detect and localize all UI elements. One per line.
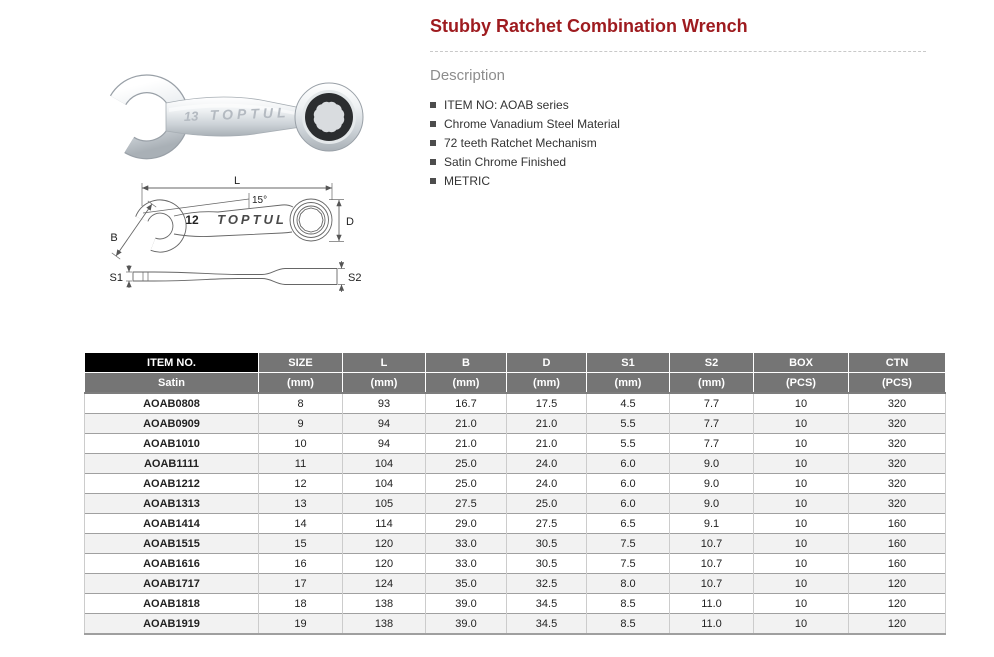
- table-cell: 124: [343, 574, 426, 594]
- table-cell: 320: [849, 494, 946, 514]
- table-cell: 9.1: [670, 514, 754, 534]
- diagram-open-end: [139, 200, 185, 249]
- table-row: [85, 494, 946, 514]
- table-cell: 25.0: [426, 474, 507, 494]
- table-cell: 24.0: [507, 474, 587, 494]
- item-no-cell: AOAB1818: [85, 594, 259, 614]
- table-cell: 104: [343, 474, 426, 494]
- product-media: [0, 0, 420, 330]
- ratchet-head: [295, 83, 363, 151]
- table-cell: 9.0: [670, 494, 754, 514]
- table-cell: 105: [343, 494, 426, 514]
- item-no-cell: AOAB1515: [85, 534, 259, 554]
- table-row: [85, 474, 946, 494]
- label-B: B: [110, 232, 118, 244]
- unit-header: (mm): [670, 373, 754, 394]
- table-cell: 120: [849, 594, 946, 614]
- item-no-cell: AOAB1212: [85, 474, 259, 494]
- unit-header: (mm): [507, 373, 587, 394]
- table-cell: 94: [343, 414, 426, 434]
- table-cell: 24.0: [507, 454, 587, 474]
- table-cell: 29.0: [426, 514, 507, 534]
- table-cell: 33.0: [426, 534, 507, 554]
- feature-item: [430, 95, 930, 114]
- table-cell: 16.7: [426, 393, 507, 414]
- bullet-square-icon: [430, 159, 436, 165]
- table-cell: 120: [343, 554, 426, 574]
- table-cell: 6.0: [587, 454, 670, 474]
- table-cell: 160: [849, 554, 946, 574]
- bullet-square-icon: [430, 121, 436, 127]
- table-cell: 138: [343, 594, 426, 614]
- table-cell: 17: [259, 574, 343, 594]
- spec-table-header: [85, 353, 946, 394]
- table-cell: 30.5: [507, 534, 587, 554]
- table-cell: 10: [754, 614, 849, 635]
- table-cell: 6.0: [587, 494, 670, 514]
- header-row-names: [85, 353, 946, 373]
- table-cell: 19: [259, 614, 343, 635]
- feature-item: [430, 152, 930, 171]
- table-cell: 160: [849, 514, 946, 534]
- feature-text: METRIC: [444, 173, 490, 188]
- table-cell: 34.5: [507, 614, 587, 635]
- unit-header: (mm): [259, 373, 343, 394]
- item-no-cell: AOAB0808: [85, 393, 259, 414]
- unit-header: (PCS): [849, 373, 946, 394]
- table-cell: 10: [754, 494, 849, 514]
- table-row: [85, 554, 946, 574]
- table-cell: 94: [343, 434, 426, 454]
- bullet-square-icon: [430, 140, 436, 146]
- table-cell: 8.0: [587, 574, 670, 594]
- table-cell: 17.5: [507, 393, 587, 414]
- label-S2: S2: [348, 272, 361, 284]
- table-cell: 7.7: [670, 414, 754, 434]
- table-cell: 15: [259, 534, 343, 554]
- table-cell: 13: [259, 494, 343, 514]
- table-row: [85, 434, 946, 454]
- table-cell: 32.5: [507, 574, 587, 594]
- item-no-cell: AOAB1414: [85, 514, 259, 534]
- bullet-square-icon: [430, 102, 436, 108]
- label-L: L: [233, 175, 241, 187]
- table-cell: 10.7: [670, 534, 754, 554]
- dashed-divider: [430, 51, 926, 52]
- table-cell: 10: [754, 534, 849, 554]
- photo-size-marking: 13: [183, 108, 199, 124]
- label-D: D: [346, 216, 354, 228]
- feature-item: [430, 114, 930, 133]
- table-cell: 7.7: [670, 434, 754, 454]
- item-no-cell: AOAB1919: [85, 614, 259, 635]
- table-cell: 10: [259, 434, 343, 454]
- diagram-size-marking: 12: [185, 213, 199, 227]
- column-header: S1: [587, 353, 670, 373]
- table-cell: 7.5: [587, 554, 670, 574]
- table-cell: 25.0: [507, 494, 587, 514]
- item-no-cell: AOAB1111: [85, 454, 259, 474]
- unit-header: (mm): [426, 373, 507, 394]
- product-photo-image: [96, 55, 386, 167]
- item-no-cell: AOAB1717: [85, 574, 259, 594]
- table-cell: 8.5: [587, 594, 670, 614]
- table-cell: 9: [259, 414, 343, 434]
- table-cell: 120: [849, 614, 946, 635]
- table-cell: 18: [259, 594, 343, 614]
- feature-text: ITEM NO: AOAB series: [444, 97, 569, 112]
- table-cell: 27.5: [426, 494, 507, 514]
- table-cell: 39.0: [426, 614, 507, 635]
- table-cell: 27.5: [507, 514, 587, 534]
- table-cell: 10: [754, 393, 849, 414]
- table-cell: 6.0: [587, 474, 670, 494]
- table-row: [85, 393, 946, 414]
- description-heading: Description: [430, 67, 506, 84]
- feature-text: 72 teeth Ratchet Mechanism: [444, 135, 597, 150]
- table-cell: 33.0: [426, 554, 507, 574]
- feature-list: [430, 95, 930, 190]
- item-no-cell: AOAB1010: [85, 434, 259, 454]
- table-cell: 4.5: [587, 393, 670, 414]
- table-cell: 10: [754, 574, 849, 594]
- table-cell: 11: [259, 454, 343, 474]
- diagram-side-profile: [133, 269, 337, 285]
- header-row-units: [85, 373, 946, 394]
- label-15deg: 15°: [252, 195, 268, 206]
- table-row: [85, 414, 946, 434]
- spec-table-body: [85, 393, 946, 634]
- table-cell: 320: [849, 474, 946, 494]
- feature-item: [430, 171, 930, 190]
- feature-item: [430, 133, 930, 152]
- table-row: [85, 574, 946, 594]
- column-header: SIZE: [259, 353, 343, 373]
- table-row: [85, 594, 946, 614]
- table-cell: 320: [849, 454, 946, 474]
- table-row: [85, 534, 946, 554]
- item-no-cell: AOAB1616: [85, 554, 259, 574]
- table-cell: 10.7: [670, 554, 754, 574]
- table-cell: 7.5: [587, 534, 670, 554]
- table-cell: 11.0: [670, 614, 754, 635]
- table-cell: 21.0: [507, 434, 587, 454]
- table-cell: 8: [259, 393, 343, 414]
- table-cell: 12: [259, 474, 343, 494]
- unit-header: (mm): [587, 373, 670, 394]
- item-no-cell: AOAB0909: [85, 414, 259, 434]
- table-cell: 320: [849, 393, 946, 414]
- table-cell: 34.5: [507, 594, 587, 614]
- photo-brand-marking: TOPTUL: [209, 104, 290, 123]
- table-cell: 7.7: [670, 393, 754, 414]
- diagram-brand-marking: TOPTUL: [217, 212, 287, 227]
- unit-header: Satin: [85, 373, 259, 394]
- table-cell: 10: [754, 434, 849, 454]
- unit-header: (mm): [343, 373, 426, 394]
- column-header: L: [343, 353, 426, 373]
- table-cell: 8.5: [587, 614, 670, 635]
- label-S1: S1: [109, 272, 123, 284]
- table-cell: 6.5: [587, 514, 670, 534]
- item-no-cell: AOAB1313: [85, 494, 259, 514]
- table-cell: 14: [259, 514, 343, 534]
- product-info: [430, 14, 930, 190]
- unit-header: (PCS): [754, 373, 849, 394]
- table-cell: 120: [849, 574, 946, 594]
- table-cell: 10: [754, 594, 849, 614]
- table-cell: 10.7: [670, 574, 754, 594]
- spec-table-section: [84, 352, 945, 635]
- table-cell: 5.5: [587, 434, 670, 454]
- table-cell: 160: [849, 534, 946, 554]
- column-header: D: [507, 353, 587, 373]
- table-cell: 9.0: [670, 474, 754, 494]
- bullet-square-icon: [430, 178, 436, 184]
- column-header: B: [426, 353, 507, 373]
- table-cell: 21.0: [426, 414, 507, 434]
- table-cell: 39.0: [426, 594, 507, 614]
- table-cell: 21.0: [426, 434, 507, 454]
- dimension-diagram: [86, 170, 361, 295]
- table-cell: 120: [343, 534, 426, 554]
- diagram-ring-head: [290, 199, 332, 241]
- table-row: [85, 514, 946, 534]
- table-row: [85, 614, 946, 635]
- table-cell: 16: [259, 554, 343, 574]
- table-cell: 93: [343, 393, 426, 414]
- column-header: CTN: [849, 353, 946, 373]
- table-cell: 30.5: [507, 554, 587, 574]
- table-cell: 138: [343, 614, 426, 635]
- table-cell: 10: [754, 474, 849, 494]
- table-cell: 320: [849, 414, 946, 434]
- column-header: ITEM NO.: [85, 353, 259, 373]
- table-cell: 320: [849, 434, 946, 454]
- table-cell: 114: [343, 514, 426, 534]
- column-header: BOX: [754, 353, 849, 373]
- table-cell: 10: [754, 414, 849, 434]
- table-cell: 21.0: [507, 414, 587, 434]
- feature-text: Satin Chrome Finished: [444, 154, 567, 169]
- table-row: [85, 454, 946, 474]
- table-cell: 5.5: [587, 414, 670, 434]
- table-cell: 104: [343, 454, 426, 474]
- table-cell: 9.0: [670, 454, 754, 474]
- page-title: Stubby Ratchet Combination Wrench: [430, 16, 748, 36]
- table-cell: 25.0: [426, 454, 507, 474]
- feature-text: Chrome Vanadium Steel Material: [444, 116, 620, 131]
- spec-table: [84, 352, 946, 635]
- table-cell: 11.0: [670, 594, 754, 614]
- table-cell: 35.0: [426, 574, 507, 594]
- table-cell: 10: [754, 454, 849, 474]
- table-cell: 10: [754, 514, 849, 534]
- column-header: S2: [670, 353, 754, 373]
- table-cell: 10: [754, 554, 849, 574]
